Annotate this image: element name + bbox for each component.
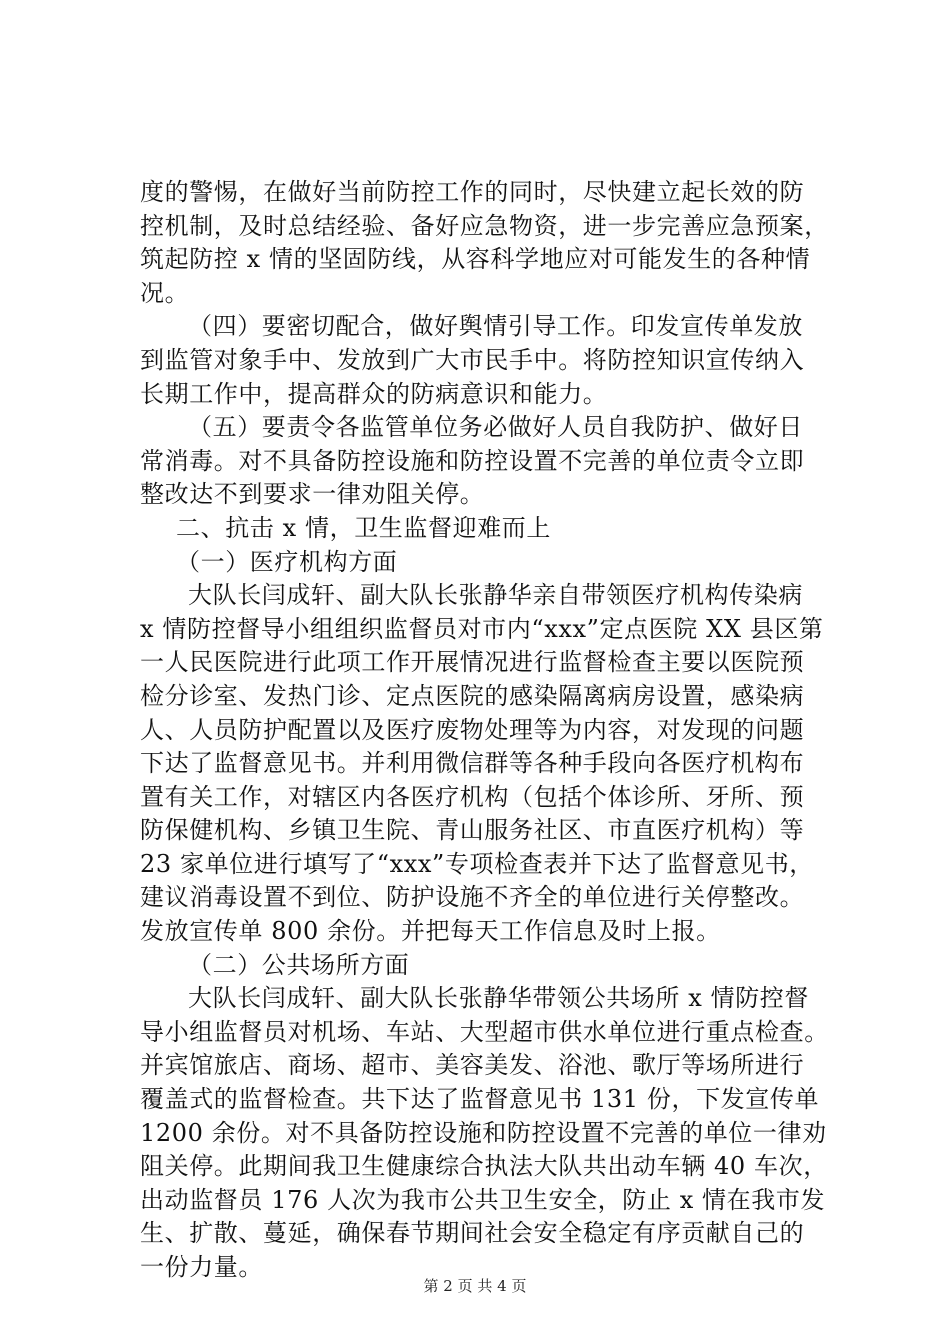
text-line: 人、人员防护配置以及医疗废物处理等为内容，对发现的问题: [140, 715, 805, 744]
document-body: [140, 176, 830, 1285]
subsection-heading-public: （二）公共场所方面: [188, 950, 410, 979]
text-line: x 情防控督导小组组织监督员对市内“xxx”定点医院 XX 县区第: [140, 614, 824, 643]
text-line: 况。: [140, 278, 190, 307]
text-line: 大队长闫成轩、副大队长张静华带领公共场所 x 情防控督: [188, 984, 809, 1013]
subsection-heading-medical: （一）医疗机构方面: [176, 547, 398, 576]
text-line: 建议消毒设置不到位、防护设施不齐全的单位进行关停整改。: [140, 883, 805, 912]
text-line: 筑起防控 x 情的坚固防线，从容科学地应对可能发生的各种情: [140, 245, 811, 274]
text-line: 度的警惕，在做好当前防控工作的同时，尽快建立起长效的防: [140, 178, 805, 206]
text-line: 到监管对象手中、发放到广大市民手中。将防控知识宣传纳入: [140, 345, 805, 374]
text-line: 并宾馆旅店、商场、超市、美容美发、浴池、歌厅等场所进行: [140, 1051, 805, 1080]
text-line: 防保健机构、乡镇卫生院、青山服务社区、市直医疗机构）等: [140, 816, 805, 845]
text-line: 发放宣传单 800 余份。并把每天工作信息及时上报。: [140, 917, 721, 946]
text-line: 导小组监督员对机场、车站、大型超市供水单位进行重点检查。: [140, 1017, 829, 1046]
section-heading-2: 二、抗击 x 情，卫生监督迎难而上: [176, 513, 551, 542]
text-line: 生、扩散、蔓延，确保春节期间社会安全稳定有序贡献自己的: [140, 1219, 805, 1248]
text-line: 23 家单位进行填写了“xxx”专项检查表并下达了监督意见书，: [140, 849, 814, 878]
text-line: 控机制，及时总结经验、备好应急物资，进一步完善应急预案，: [140, 211, 829, 240]
text-line: 出动监督员 176 人次为我市公共卫生安全，防止 x 情在我市发: [140, 1185, 826, 1214]
text-line: 1200 余份。对不具备防控设施和防控设置不完善的单位一律劝: [140, 1118, 827, 1147]
text-line: 整改达不到要求一律劝阻关停。: [140, 480, 485, 509]
text-line: 大队长闫成轩、副大队长张静华亲自带领医疗机构传染病: [188, 581, 803, 610]
text-line: 一份力量。: [140, 1253, 263, 1281]
paragraph-heading-4: （四）要密切配合，做好舆情引导工作。印发宣传单发放: [188, 312, 803, 341]
paragraph-heading-5: （五）要责令各监管单位务必做好人员自我防护、做好日: [188, 413, 803, 442]
text-line: 常消毒。对不具备防控设施和防控设置不完善的单位责令立即: [140, 446, 805, 475]
text-line: 覆盖式的监督检查。共下达了监督意见书 131 份，下发宣传单: [140, 1085, 820, 1114]
text-line: 检分诊室、发热门诊、定点医院的感染隔离病房设置，感染病: [140, 681, 805, 710]
text-line: 阻关停。此期间我卫生健康综合执法大队共出动车辆 40 车次，: [140, 1152, 828, 1181]
text-line: 置有关工作，对辖区内各医疗机构（包括个体诊所、牙所、预: [140, 782, 805, 811]
text-line: 一人民医院进行此项工作开展情况进行监督检查主要以医院预: [140, 648, 805, 677]
text-line: 下达了监督意见书。并利用微信群等各种手段向各医疗机构布: [140, 749, 805, 778]
page-footer: 第 2 页 共 4 页: [423, 1277, 527, 1295]
text-line: 长期工作中，提高群众的防病意识和能力。: [140, 379, 608, 408]
